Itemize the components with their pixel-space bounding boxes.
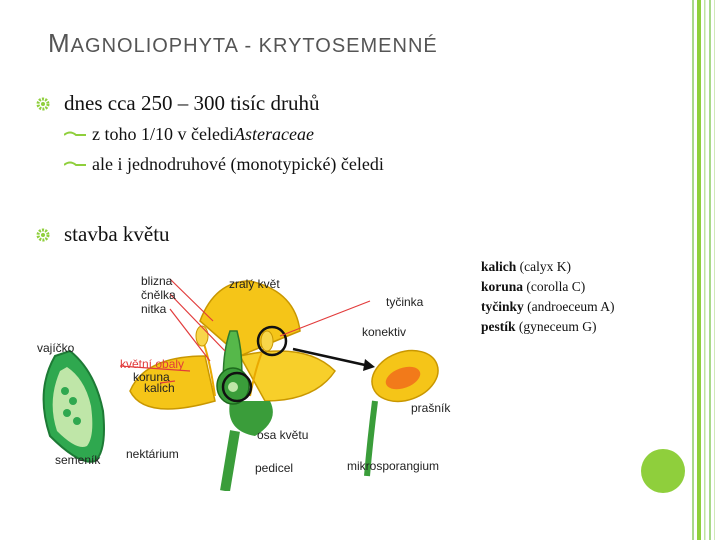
sub-bullet-monotypic [64, 154, 384, 175]
sub-bullet-text: z toho 1/10 v čeledi [92, 124, 234, 144]
bullet-flower-structure [36, 222, 170, 247]
legend-item: kalich (calyx K) [481, 259, 571, 274]
label-blizna: blizna [141, 274, 173, 288]
gear-bullet-icon [36, 97, 50, 111]
label-zraly-kvet: zralý květ [229, 277, 280, 291]
bullet-text: dnes cca 250 – 300 tisíc druhů [64, 91, 320, 115]
label-cnelka: čnělka [141, 288, 176, 302]
slide-title [48, 28, 438, 59]
label-konektiv: konektiv [362, 325, 407, 339]
decorative-sidebar [640, 0, 720, 540]
sub-bullet-asteraceae [64, 124, 314, 145]
label-nektarium: nektárium [126, 447, 179, 461]
label-semenik: semeník [55, 453, 101, 467]
legend-item: koruna (corolla C) [481, 279, 586, 294]
title-first-letter: M [48, 28, 71, 58]
label-pedicel: pedicel [255, 461, 294, 475]
bullet-species-count [36, 91, 319, 116]
legend-item: pestík (gyneceum G) [481, 319, 597, 334]
bullet-text: stavba květu [64, 222, 170, 246]
arrow-bullet-icon [64, 130, 86, 140]
label-kalich: kalich [144, 381, 175, 395]
sub-bullet-text: ale i jednodruhové (monotypické) čeledi [92, 154, 384, 174]
label-osa-kvetu: osa květu [257, 428, 309, 442]
legend-item: tyčinky (androeceum A) [481, 299, 615, 314]
sub-bullet-italic: Asteraceae [233, 124, 314, 144]
label-koruna: koruna [133, 370, 170, 384]
flower-parts-legend [481, 257, 614, 337]
decorative-circle [641, 449, 685, 493]
ovary-cross-section [44, 351, 104, 462]
label-tycinka: tyčinka [386, 295, 424, 309]
arrow-bullet-icon [64, 160, 86, 170]
label-vajicko: vajíčko [37, 341, 75, 355]
label-kvetni-obaly: květní obaly [120, 357, 185, 371]
flower-structure-diagram [25, 261, 465, 491]
gear-bullet-icon [36, 228, 50, 242]
label-prasnik: prašník [411, 401, 451, 415]
label-mikrosporangium: mikrosporangium [347, 459, 440, 473]
label-nitka: nitka [141, 302, 167, 316]
title-rest: AGNOLIOPHYTA - KRYTOSEMENNÉ [70, 35, 438, 57]
